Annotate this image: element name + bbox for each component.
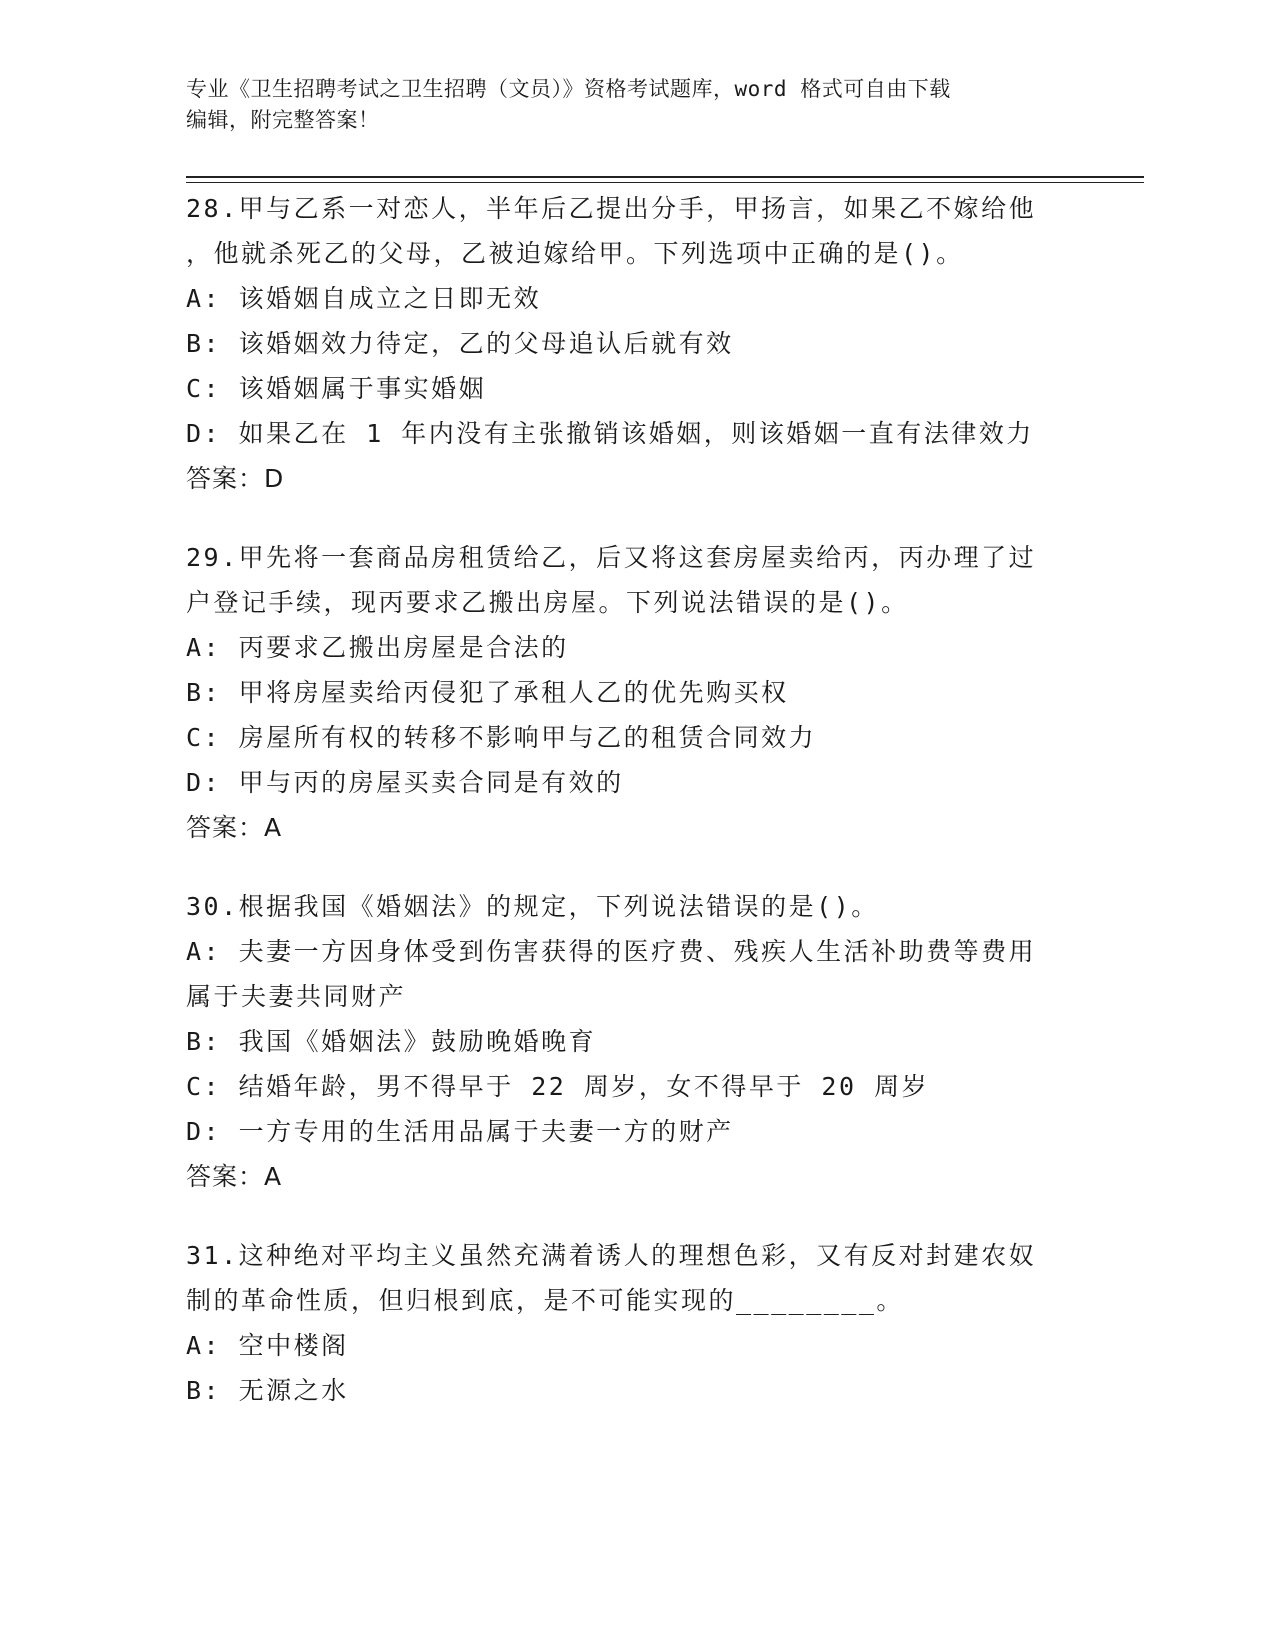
question-stem-line: 制的革命性质，但归根到底，是不可能实现的________。 [186, 1286, 904, 1315]
question-stem-line: 31.这种绝对平均主义虽然充满着诱人的理想色彩，又有反对封建农奴 [186, 1241, 1037, 1270]
question-stem-line: ，他就杀死乙的父母，乙被迫嫁给甲。下列选项中正确的是()。 [186, 239, 964, 268]
header-line-2: 编辑，附完整答案！ [186, 108, 380, 132]
question-list [186, 186, 1066, 1447]
question-28 [186, 186, 1066, 501]
question-stem-line: 户登记手续，现丙要求乙搬出房屋。下列说法错误的是()。 [186, 588, 909, 617]
question-30 [186, 884, 1066, 1199]
option-c: C: 结婚年龄，男不得早于 22 周岁，女不得早于 20 周岁 [186, 1072, 930, 1101]
header-divider-thick [186, 176, 1144, 178]
option-c: C: 该婚姻属于事实婚姻 [186, 374, 487, 403]
question-stem-line: 29.甲先将一套商品房租赁给乙，后又将这套房屋卖给丙，丙办理了过 [186, 543, 1037, 572]
option-c: C: 房屋所有权的转移不影响甲与乙的租赁合同效力 [186, 723, 817, 752]
option-a: A: 空中楼阁 [186, 1331, 349, 1360]
answer-label: 答案：A [186, 813, 283, 842]
question-31 [186, 1233, 1066, 1413]
option-d: D: 如果乙在 1 年内没有主张撤销该婚姻，则该婚姻一直有法律效力 [186, 419, 1034, 448]
option-b: B: 无源之水 [186, 1376, 349, 1405]
header-line-1: 专业《卫生招聘考试之卫生招聘（文员）》资格考试题库，word 格式可自由下载 [186, 77, 951, 101]
option-a: A: 该婚姻自成立之日即无效 [186, 284, 542, 313]
question-stem-line: 28.甲与乙系一对恋人，半年后乙提出分手，甲扬言，如果乙不嫁给他 [186, 194, 1037, 223]
option-d: D: 一方专用的生活用品属于夫妻一方的财产 [186, 1117, 734, 1146]
option-b: B: 甲将房屋卖给丙侵犯了承租人乙的优先购买权 [186, 678, 789, 707]
question-29 [186, 535, 1066, 850]
option-a: A: 丙要求乙搬出房屋是合法的 [186, 633, 569, 662]
answer-label: 答案：A [186, 1162, 283, 1191]
option-d: D: 甲与丙的房屋买卖合同是有效的 [186, 768, 624, 797]
option-b: B: 我国《婚姻法》鼓励晚婚晚育 [186, 1027, 597, 1056]
answer-label: 答案：D [186, 464, 285, 493]
question-stem-line: 30.根据我国《婚姻法》的规定，下列说法错误的是()。 [186, 892, 879, 921]
option-a: A: 夫妻一方因身体受到伤害获得的医疗费、残疾人生活补助费等费用 [186, 937, 1037, 966]
header-divider-thin [186, 182, 1144, 183]
option-b: B: 该婚姻效力待定，乙的父母追认后就有效 [186, 329, 734, 358]
document-header [186, 74, 1106, 136]
option-a-continued: 属于夫妻共同财产 [186, 982, 407, 1011]
